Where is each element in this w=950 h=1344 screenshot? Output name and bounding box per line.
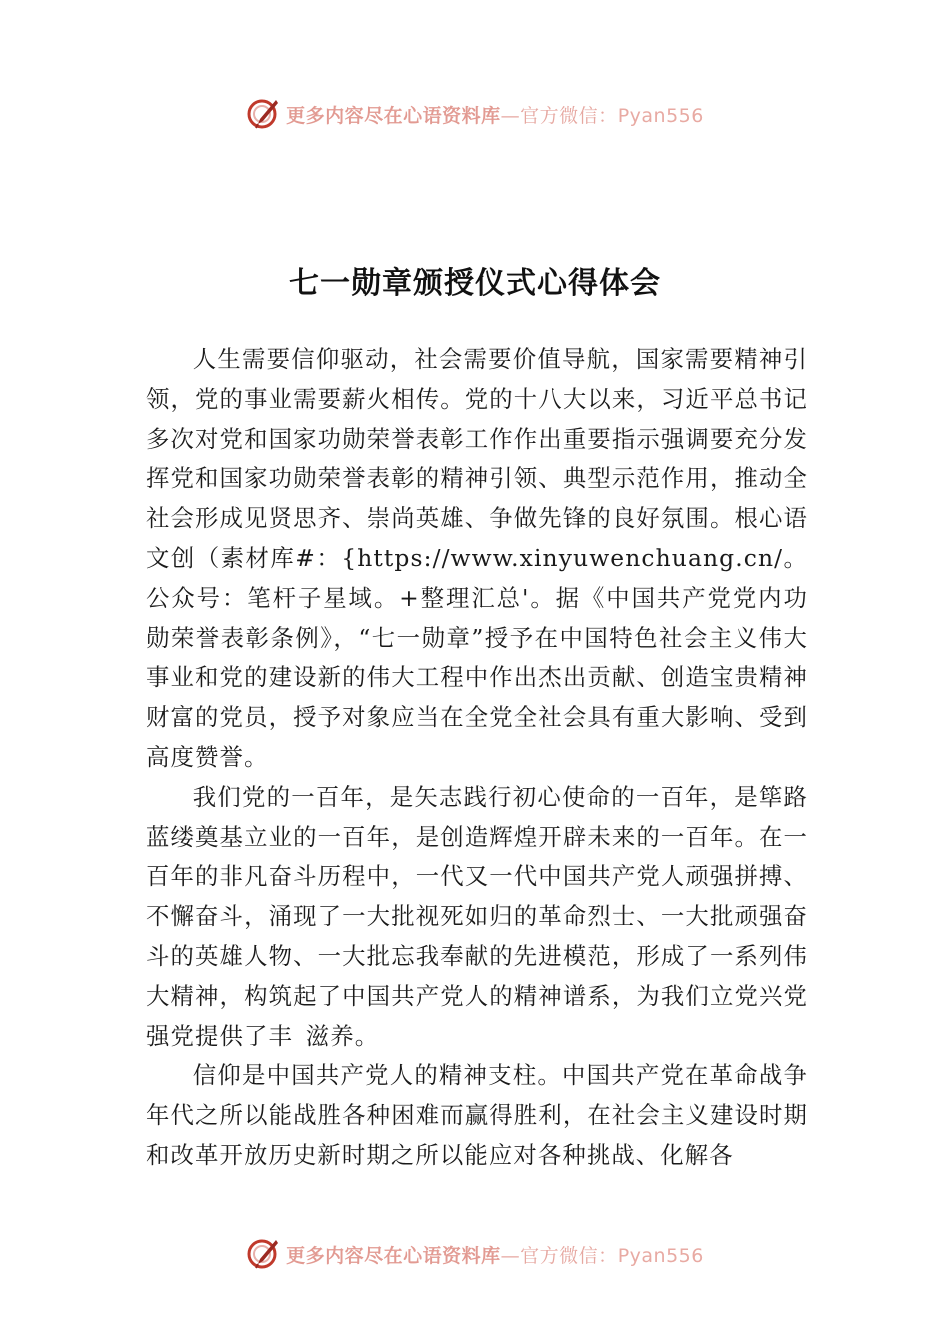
document-body	[146, 340, 808, 1176]
document-title: 七一勋章颁授仪式心得体会	[289, 266, 661, 301]
header-banner	[0, 94, 950, 134]
paragraph: 信仰是中国共产党人的精神支柱。中国共产党在革命战争年代之所以能战胜各种困难而赢得胜利，在社会主义建设时期和改革开放历史新时期之所以能应对各种挑战、化解各	[146, 1061, 808, 1169]
quill-logo-icon	[246, 97, 280, 131]
paragraph: 人生需要信仰驱动，社会需要价值导航，国家需要精神引领，党的事业需要薪火相传。党的十八大以来，习近平总书记多次对党和国家功勋荣誉表彰工作作出重要指示强调要充分发挥党和国家功勋荣誉表彰的精神引领、典型示范作用，推动全社会形成见贤思齐、崇尚英雄、争做先锋的良好氛围。根心语文创（素材库#：{https://www.xinyuwenchuang.cn/。公众号：笔杆子星域。+整理汇总'。据《中国共产党党内功勋荣誉表彰条例》，“七一勋章”授予在中国特色社会主义伟大事业和党的建设新的伟大工程中作出杰出贡献、创造宝贵精神财富的党员，授予对象应当在全党全社会具有重大影响、受到高度赞誉。	[146, 345, 808, 771]
banner-wechat-label: 官方微信：	[520, 1244, 618, 1267]
banner-wechat-id: Pyan556	[617, 104, 704, 127]
quill-logo-icon	[246, 1237, 280, 1271]
banner-wechat-label: 官方微信：	[520, 104, 618, 127]
banner-brand: 更多内容尽在心语资料库	[286, 1244, 501, 1267]
paragraph: 我们党的一百年，是矢志践行初心使命的一百年，是筚路蓝缕奠基立业的一百年，是创造辉煌开辟未来的一百年。在一百年的非凡奋斗历程中，一代又一代中国共产党人顽强拼搏、不懈奋斗，涌现了一大批视死如归的革命烈士、一大批顽强奋斗的英雄人物、一大批忘我奉献的先进模范，形成了一系列伟大精神，构筑起了中国共产党人的精神谱系，为我们立党兴党强党提供了丰 滋养。	[146, 782, 808, 1050]
banner-dash: —	[500, 104, 521, 127]
banner-dash: —	[500, 1244, 521, 1267]
footer-banner	[0, 1234, 950, 1274]
banner-text	[286, 101, 704, 128]
banner-wechat-id: Pyan556	[617, 1244, 704, 1267]
banner-text	[286, 1241, 704, 1268]
banner-brand: 更多内容尽在心语资料库	[286, 104, 501, 127]
